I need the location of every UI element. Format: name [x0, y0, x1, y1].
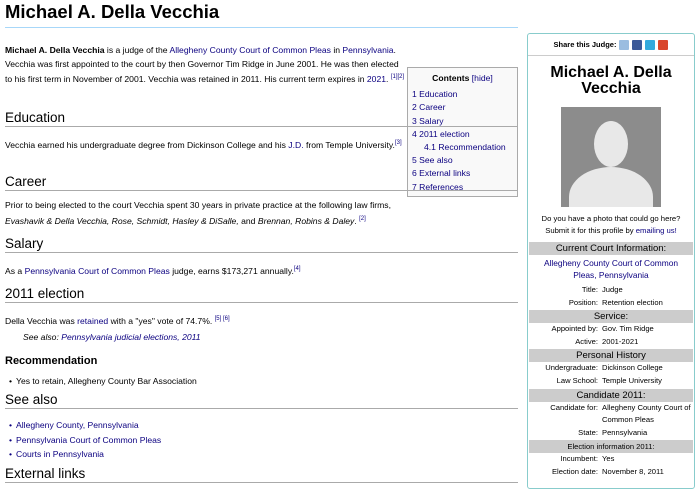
- retained-link[interactable]: retained: [77, 315, 109, 326]
- facebook-share-icon[interactable]: [632, 40, 642, 50]
- education-paragraph: Vecchia earned his undergraduate degree from Dickinson College and his J.D. from Temple University.[3]: [5, 139, 402, 150]
- see-also-link-allegheny[interactable]: Allegheny County, Pennsylvania: [16, 420, 139, 430]
- infobox-judge-name: Michael A. Della Vecchia: [550, 64, 672, 97]
- undergrad-row: Undergraduate: Dickinson College: [545, 363, 663, 373]
- page-title: Michael A. Della Vecchia: [5, 1, 220, 22]
- term-year-link[interactable]: 2021: [366, 73, 387, 84]
- career-heading: Career: [5, 174, 518, 191]
- see-also-heading: See also: [5, 392, 518, 409]
- election-date-row: Election date: November 8, 2011: [551, 466, 664, 476]
- email-share-icon[interactable]: [619, 40, 629, 50]
- email-us-link[interactable]: emailing us!: [635, 226, 677, 235]
- candidate-for-row: Candidate for: Allegheny County Court of Common Pleas: [550, 402, 691, 425]
- election-heading: 2011 election: [5, 286, 518, 303]
- state-link[interactable]: Pennsylvania: [342, 45, 394, 55]
- see-also-list: [9, 418, 161, 462]
- toc-item-career[interactable]: 2 Career: [412, 102, 446, 113]
- share-bar: [528, 34, 694, 56]
- twitter-share-icon[interactable]: [645, 40, 655, 50]
- toc-item-election[interactable]: 4 2011 election: [412, 128, 470, 139]
- toc-item-references[interactable]: 7 References: [412, 181, 464, 192]
- see-also-link-courts-pa[interactable]: Courts in Pennsylvania: [16, 449, 104, 459]
- salary-paragraph: As a Pennsylvania Court of Common Pleas judge, earns $173,271 annually.[4]: [5, 265, 301, 276]
- state-row: State: Pennsylvania: [578, 427, 648, 437]
- toc-item-see-also[interactable]: 5 See also: [412, 155, 453, 166]
- toc-item-recommendation[interactable]: 4.1 Recommendation: [424, 142, 506, 153]
- title-row: Title: Judge: [581, 285, 623, 294]
- law-school-row: Law School: Temple University: [556, 375, 662, 385]
- ref-marker[interactable]: [4]: [293, 266, 301, 272]
- judicial-elections-link[interactable]: Pennsylvania judicial elections, 2011: [61, 332, 201, 342]
- ref-marker[interactable]: [1][2]: [390, 74, 405, 80]
- toc-item-external-links[interactable]: 6 External links: [412, 168, 471, 179]
- judge-infobox: [527, 33, 695, 489]
- list-item: • Yes to retain, Allegheny County Bar Association: [9, 374, 197, 389]
- appointed-row: Appointed by: Gov. Tim Ridge: [551, 324, 654, 334]
- court-link[interactable]: Allegheny County Court of Common Pleas: [169, 45, 331, 55]
- toc-title: Contents: [432, 73, 470, 83]
- jd-link[interactable]: J.D.: [288, 139, 304, 150]
- ref-marker[interactable]: [3]: [394, 140, 402, 146]
- career-paragraph: Prior to being elected to the court Vecchia spent 30 years in private practice at the following law firms, Evashavik & Della Vecchia, Rose, Schmidt, Hasley & DiSalle, and Brennan, Robins & Daley. [2]: [5, 200, 391, 226]
- salary-heading: Salary: [5, 236, 518, 253]
- share-label: Share this Judge:: [553, 40, 617, 49]
- recommendation-heading: Recommendation: [5, 355, 98, 367]
- ref-marker[interactable]: [5] [6]: [214, 316, 230, 322]
- election-info-band: Election information 2011:: [529, 440, 693, 453]
- toc-item-salary[interactable]: 3 Salary: [412, 115, 444, 126]
- ref-marker[interactable]: [2]: [359, 215, 366, 222]
- google-plus-share-icon[interactable]: [658, 40, 668, 50]
- court-of-common-pleas-link[interactable]: Pennsylvania Court of Common Pleas: [24, 265, 170, 276]
- candidate-band: Candidate 2011:: [529, 389, 693, 402]
- position-row: Position: Retention election: [568, 297, 663, 307]
- placeholder-photo-icon: [561, 107, 661, 207]
- current-court-band: Current Court Information:: [529, 242, 693, 255]
- toc-hide-toggle[interactable]: [hide]: [471, 73, 493, 83]
- election-paragraph: Della Vecchia was retained with a "yes" vote of 74.7%. [5] [6]: [5, 315, 230, 326]
- photo-request-note: Do you have a photo that could go here? Submit it for this profile by emailing us!: [541, 214, 681, 235]
- subject-name: Michael A. Della Vecchia: [5, 45, 105, 55]
- toc-item-education[interactable]: 1 Education: [412, 89, 458, 100]
- incumbent-row: Incumbent: Yes: [560, 454, 615, 464]
- recommendation-list: [9, 374, 197, 389]
- infobox-court-link[interactable]: Allegheny County Court of Common Pleas, Pennsylvania: [543, 258, 679, 280]
- active-row: Active: 2001-2021: [575, 336, 639, 346]
- personal-history-band: Personal History: [529, 349, 693, 362]
- election-see-also-note: See also: Pennsylvania judicial elections, 2011: [23, 332, 201, 342]
- see-also-link-court[interactable]: Pennsylvania Court of Common Pleas: [16, 434, 162, 445]
- service-band: Service:: [529, 310, 693, 323]
- title-divider: [5, 27, 518, 28]
- education-heading: Education: [5, 110, 518, 127]
- external-links-heading: External links: [5, 466, 518, 483]
- intro-paragraph: Michael A. Della Vecchia is a judge of the Allegheny County Court of Common Pleas in Pennsylvania. Vecchia was first appointed to the court by then Governor Tim Ridge in June 2001. He was then elected to his first term in November of 2001. Vecchia was retained in 2011. His current term expires in 2021. [1][2]: [5, 45, 405, 84]
